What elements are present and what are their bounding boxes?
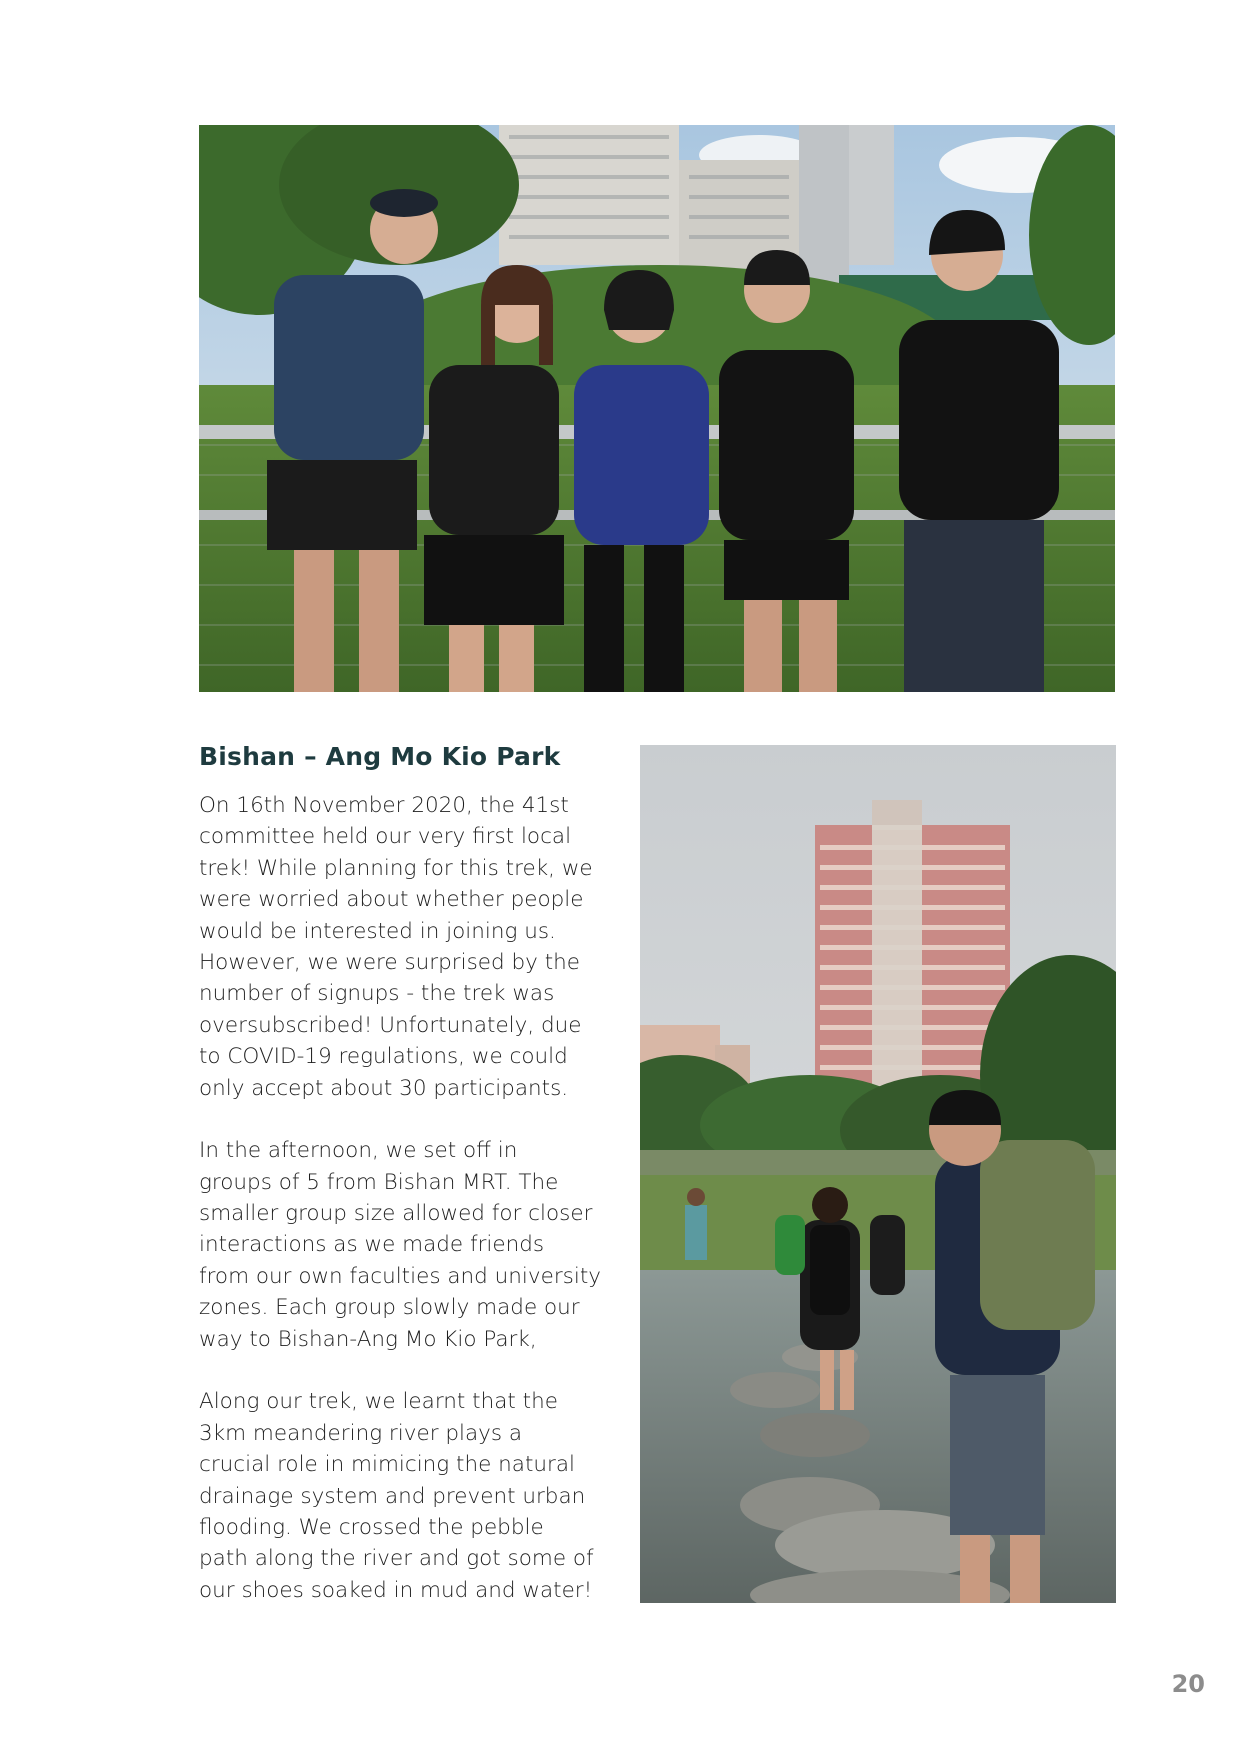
text-line: However, we were surprised by the — [199, 949, 581, 975]
text-line: smaller group size allowed for closer — [199, 1201, 593, 1227]
paragraph-2 — [199, 1135, 619, 1355]
text-line: way to Bishan-Ang Mo Kio Park, — [199, 1326, 537, 1352]
text-line: In the afternoon, we set off in — [199, 1138, 518, 1164]
text-line: were worried about whether people — [199, 887, 584, 913]
text-line: our shoes soaked in mud and water! — [199, 1577, 593, 1603]
text-line: flooding. We crossed the pebble — [199, 1514, 544, 1540]
paragraph-3 — [199, 1386, 619, 1606]
text-line: groups of 5 from Bishan MRT. The — [199, 1169, 559, 1195]
text-line: On 16th November 2020, the 41st — [199, 793, 569, 818]
text-line: 3km meandering river plays a — [199, 1420, 523, 1446]
text-line: interactions as we made friends — [199, 1232, 545, 1258]
text-line: only accept about 30 participants. — [199, 1075, 569, 1101]
text-line: number of signups - the trek was — [199, 981, 555, 1007]
river-crossing-illustration — [640, 745, 1116, 1603]
page-number: 20 — [1171, 1670, 1205, 1698]
text-line: to COVID-19 regulations, we could — [199, 1044, 568, 1070]
group-photo — [199, 125, 1115, 692]
text-line: drainage system and prevent urban — [199, 1483, 586, 1509]
article-heading: Bishan – Ang Mo Kio Park — [199, 742, 561, 771]
article-body — [199, 790, 619, 1606]
text-line: would be interested in joining us. — [199, 918, 556, 944]
paragraph-1 — [199, 790, 619, 1104]
text-line: trek! While planning for this trek, we — [199, 855, 593, 881]
group-photo-illustration — [199, 125, 1115, 692]
text-line: committee held our very first local — [199, 824, 572, 850]
text-line: oversubscribed! Unfortunately, due — [199, 1012, 582, 1038]
river-crossing-photo — [640, 745, 1116, 1603]
text-line: Along our trek, we learnt that the — [199, 1389, 558, 1415]
text-line: crucial role in mimicing the natural — [199, 1452, 576, 1478]
text-line: from our own faculties and university — [199, 1263, 601, 1289]
text-line: zones. Each group slowly made our — [199, 1295, 580, 1321]
text-line: path along the river and got some of — [199, 1546, 594, 1572]
